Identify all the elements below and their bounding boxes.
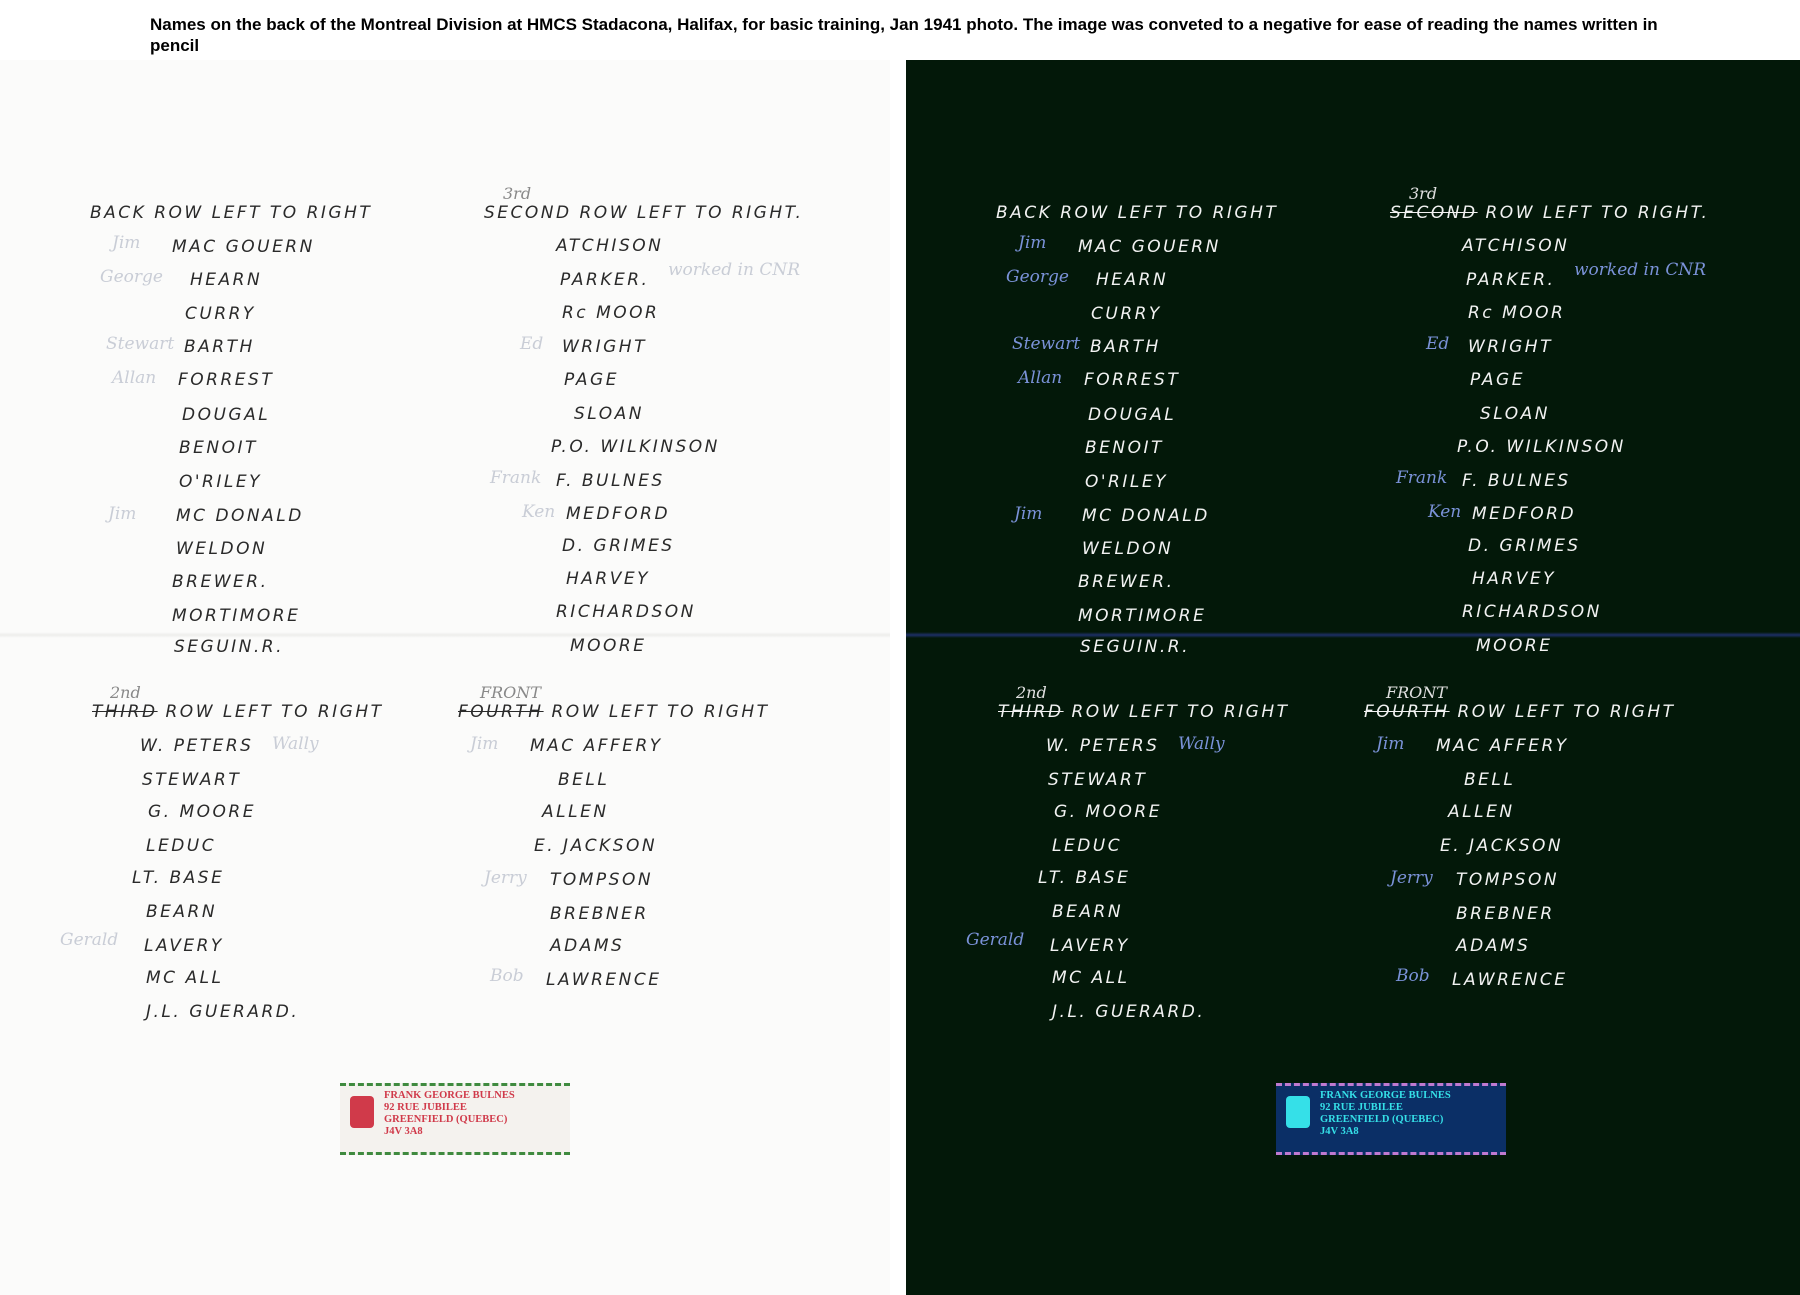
name-item: G. MOORE	[148, 802, 256, 822]
back-row-heading: BACK ROW LEFT TO RIGHT	[996, 203, 1279, 223]
label-street: 92 RUE JUBILEE	[384, 1102, 467, 1113]
name-item: O'RILEY	[179, 472, 262, 492]
name-item: O'RILEY	[1085, 472, 1168, 492]
name-item: LEDUC	[146, 836, 217, 856]
name-item: DOUGAL	[182, 405, 271, 425]
name-item: G. MOORE	[1054, 802, 1162, 822]
ink-note: Stewart	[106, 334, 175, 354]
name-item: PARKER.	[1466, 270, 1556, 290]
name-item: WRIGHT	[1468, 337, 1553, 357]
label-name: FRANK GEORGE BULNES	[384, 1090, 515, 1101]
name-item: ALLEN	[1448, 802, 1515, 822]
heading-prefix: THIRD	[92, 702, 158, 722]
name-item: TOMPSON	[550, 870, 654, 890]
ink-note: Stewart	[1012, 334, 1081, 354]
name-item: LT. BASE	[132, 868, 225, 888]
name-item: TOMPSON	[1456, 870, 1560, 890]
name-item: FORREST	[1084, 370, 1181, 390]
heading-correction: 2nd	[110, 683, 141, 702]
name-item: BENOIT	[179, 438, 258, 458]
address-label	[340, 1083, 570, 1155]
name-item: MAC GOUERN	[1078, 237, 1221, 257]
label-postal: J4V 3A8	[1320, 1126, 1359, 1137]
ink-note: Jim	[112, 233, 141, 253]
name-item: WELDON	[1082, 539, 1174, 559]
name-item: MEDFORD	[1472, 504, 1577, 524]
name-item: E. JACKSON	[534, 836, 658, 856]
ink-note: worked in CNR	[1574, 260, 1707, 280]
name-item: BREWER.	[172, 572, 269, 592]
name-item: WELDON	[176, 539, 268, 559]
name-item: LEDUC	[1052, 836, 1123, 856]
ink-note: Bob	[490, 966, 524, 986]
name-item: MAC AFFERY	[1436, 736, 1569, 756]
name-item: MOORE	[1476, 636, 1553, 656]
heading-rest: ROW LEFT TO RIGHT	[551, 702, 770, 722]
heading-prefix: SECOND	[484, 203, 572, 223]
heading-prefix: FOURTH	[1364, 702, 1450, 722]
fourth-row-heading	[1364, 702, 1676, 722]
ink-note: Bob	[1396, 966, 1430, 986]
name-item: BELL	[1464, 770, 1516, 790]
name-item: BARTH	[184, 337, 255, 357]
name-item: D. GRIMES	[1468, 536, 1581, 556]
original-scan-panel	[0, 60, 890, 1295]
name-item: HEARN	[1096, 270, 1169, 290]
name-item: BREBNER	[1456, 904, 1555, 924]
back-row-heading: BACK ROW LEFT TO RIGHT	[90, 203, 373, 223]
name-item: BENOIT	[1085, 438, 1164, 458]
ink-note: Frank	[1396, 468, 1448, 488]
name-item: BREWER.	[1078, 572, 1175, 592]
name-item: F. BULNES	[556, 471, 665, 491]
heading-correction: FRONT	[1386, 683, 1447, 702]
ink-note: Gerald	[60, 930, 119, 950]
name-item: LAVERY	[144, 936, 224, 956]
ink-note: Jerry	[1390, 868, 1433, 888]
name-item: HARVEY	[566, 569, 650, 589]
heading-rest: ROW LEFT TO RIGHT	[1457, 702, 1676, 722]
third-row-heading	[92, 702, 384, 722]
second-row-heading	[1390, 203, 1709, 223]
name-item: BELL	[558, 770, 610, 790]
heading-correction: FRONT	[480, 683, 541, 702]
ink-note: Ed	[1426, 334, 1450, 354]
name-item: MOORE	[570, 636, 647, 656]
caption: Names on the back of the Montreal Division at HMCS Stadacona, Halifax, for basic training, Jan 1941 photo. The image was conveted to a negative for ease of reading the names written in pencil	[150, 15, 1658, 55]
heading-rest: ROW LEFT TO RIGHT	[1071, 702, 1290, 722]
name-item: W. PETERS	[140, 736, 254, 756]
heading-rest: ROW LEFT TO RIGHT	[165, 702, 384, 722]
ink-note: Allan	[1018, 368, 1063, 388]
heading-correction: 3rd	[503, 184, 532, 203]
name-item: FORREST	[178, 370, 275, 390]
second-row-heading	[484, 203, 803, 223]
name-item: HEARN	[190, 270, 263, 290]
name-item: LAWRENCE	[1452, 970, 1568, 990]
ink-note: Allan	[112, 368, 157, 388]
name-item: LAVERY	[1050, 936, 1130, 956]
label-city: GREENFIELD (QUEBEC)	[1320, 1114, 1444, 1125]
heading-prefix: FOURTH	[458, 702, 544, 722]
name-item: STEWART	[1048, 770, 1148, 790]
label-city: GREENFIELD (QUEBEC)	[384, 1114, 508, 1125]
name-item: LT. BASE	[1038, 868, 1131, 888]
name-item: MORTIMORE	[172, 606, 301, 626]
ink-note: Ed	[520, 334, 544, 354]
name-item: J.L. GUERARD.	[1052, 1002, 1206, 1022]
name-item: MAC GOUERN	[172, 237, 315, 257]
ink-note: George	[100, 267, 163, 287]
name-item: CURRY	[1091, 304, 1162, 324]
name-item: MC ALL	[146, 968, 224, 988]
name-item: BARTH	[1090, 337, 1161, 357]
ink-note: Jim	[1014, 504, 1043, 524]
name-item: MAC AFFERY	[530, 736, 663, 756]
heading-prefix: THIRD	[998, 702, 1064, 722]
paper-fold	[906, 632, 1800, 638]
heading-prefix: SECOND	[1390, 203, 1478, 223]
name-item: SEGUIN.R.	[1080, 637, 1190, 657]
ink-note: Gerald	[966, 930, 1025, 950]
name-item: BEARN	[1052, 902, 1124, 922]
name-item: Rc MOOR	[1468, 303, 1566, 323]
label-postal: J4V 3A8	[384, 1126, 423, 1137]
name-item: W. PETERS	[1046, 736, 1160, 756]
ink-note: Ken	[522, 502, 556, 522]
label-street: 92 RUE JUBILEE	[1320, 1102, 1403, 1113]
name-item: BEARN	[146, 902, 218, 922]
ink-note: Jerry	[484, 868, 527, 888]
name-item: RICHARDSON	[1462, 602, 1602, 622]
name-item: SLOAN	[574, 404, 644, 424]
label-name: FRANK GEORGE BULNES	[1320, 1090, 1451, 1101]
ink-note: Jim	[108, 504, 137, 524]
name-item: MC ALL	[1052, 968, 1130, 988]
name-item: BREBNER	[550, 904, 649, 924]
heading-rest: ROW LEFT TO RIGHT.	[1485, 203, 1710, 223]
name-item: SEGUIN.R.	[174, 637, 284, 657]
name-item: P.O. WILKINSON	[1457, 437, 1626, 457]
name-item: STEWART	[142, 770, 242, 790]
ink-note: Wally	[272, 734, 319, 754]
heading-correction: 3rd	[1409, 184, 1438, 203]
name-item: ALLEN	[542, 802, 609, 822]
fourth-row-heading	[458, 702, 770, 722]
name-item: RICHARDSON	[556, 602, 696, 622]
name-item: MEDFORD	[566, 504, 671, 524]
ink-note: Jim	[470, 734, 499, 754]
heading-correction: 2nd	[1016, 683, 1047, 702]
name-item: ADAMS	[550, 936, 625, 956]
name-item: PARKER.	[560, 270, 650, 290]
ink-note: Jim	[1376, 734, 1405, 754]
emblem-icon	[1286, 1096, 1310, 1128]
heading-rest: ROW LEFT TO RIGHT.	[579, 203, 804, 223]
name-item: MC DONALD	[176, 506, 304, 526]
name-item: SLOAN	[1480, 404, 1550, 424]
name-item: DOUGAL	[1088, 405, 1177, 425]
third-row-heading	[998, 702, 1290, 722]
name-item: D. GRIMES	[562, 536, 675, 556]
name-item: J.L. GUERARD.	[146, 1002, 300, 1022]
name-item: ATCHISON	[556, 236, 664, 256]
name-item: ADAMS	[1456, 936, 1531, 956]
negative-scan-panel	[906, 60, 1800, 1295]
name-item: LAWRENCE	[546, 970, 662, 990]
emblem-icon	[350, 1096, 374, 1128]
name-item: Rc MOOR	[562, 303, 660, 323]
ink-note: George	[1006, 267, 1069, 287]
ink-note: Frank	[490, 468, 542, 488]
ink-note: Ken	[1428, 502, 1462, 522]
ink-note: Wally	[1178, 734, 1225, 754]
name-item: P.O. WILKINSON	[551, 437, 720, 457]
name-item: MC DONALD	[1082, 506, 1210, 526]
ink-note: worked in CNR	[668, 260, 801, 280]
name-item: PAGE	[564, 370, 619, 390]
name-item: ATCHISON	[1462, 236, 1570, 256]
paper-fold	[0, 632, 890, 638]
ink-note: Jim	[1018, 233, 1047, 253]
name-item: HARVEY	[1472, 569, 1556, 589]
name-item: E. JACKSON	[1440, 836, 1564, 856]
name-item: CURRY	[185, 304, 256, 324]
name-item: MORTIMORE	[1078, 606, 1207, 626]
name-item: PAGE	[1470, 370, 1525, 390]
name-item: WRIGHT	[562, 337, 647, 357]
name-item: F. BULNES	[1462, 471, 1571, 491]
address-label	[1276, 1083, 1506, 1155]
